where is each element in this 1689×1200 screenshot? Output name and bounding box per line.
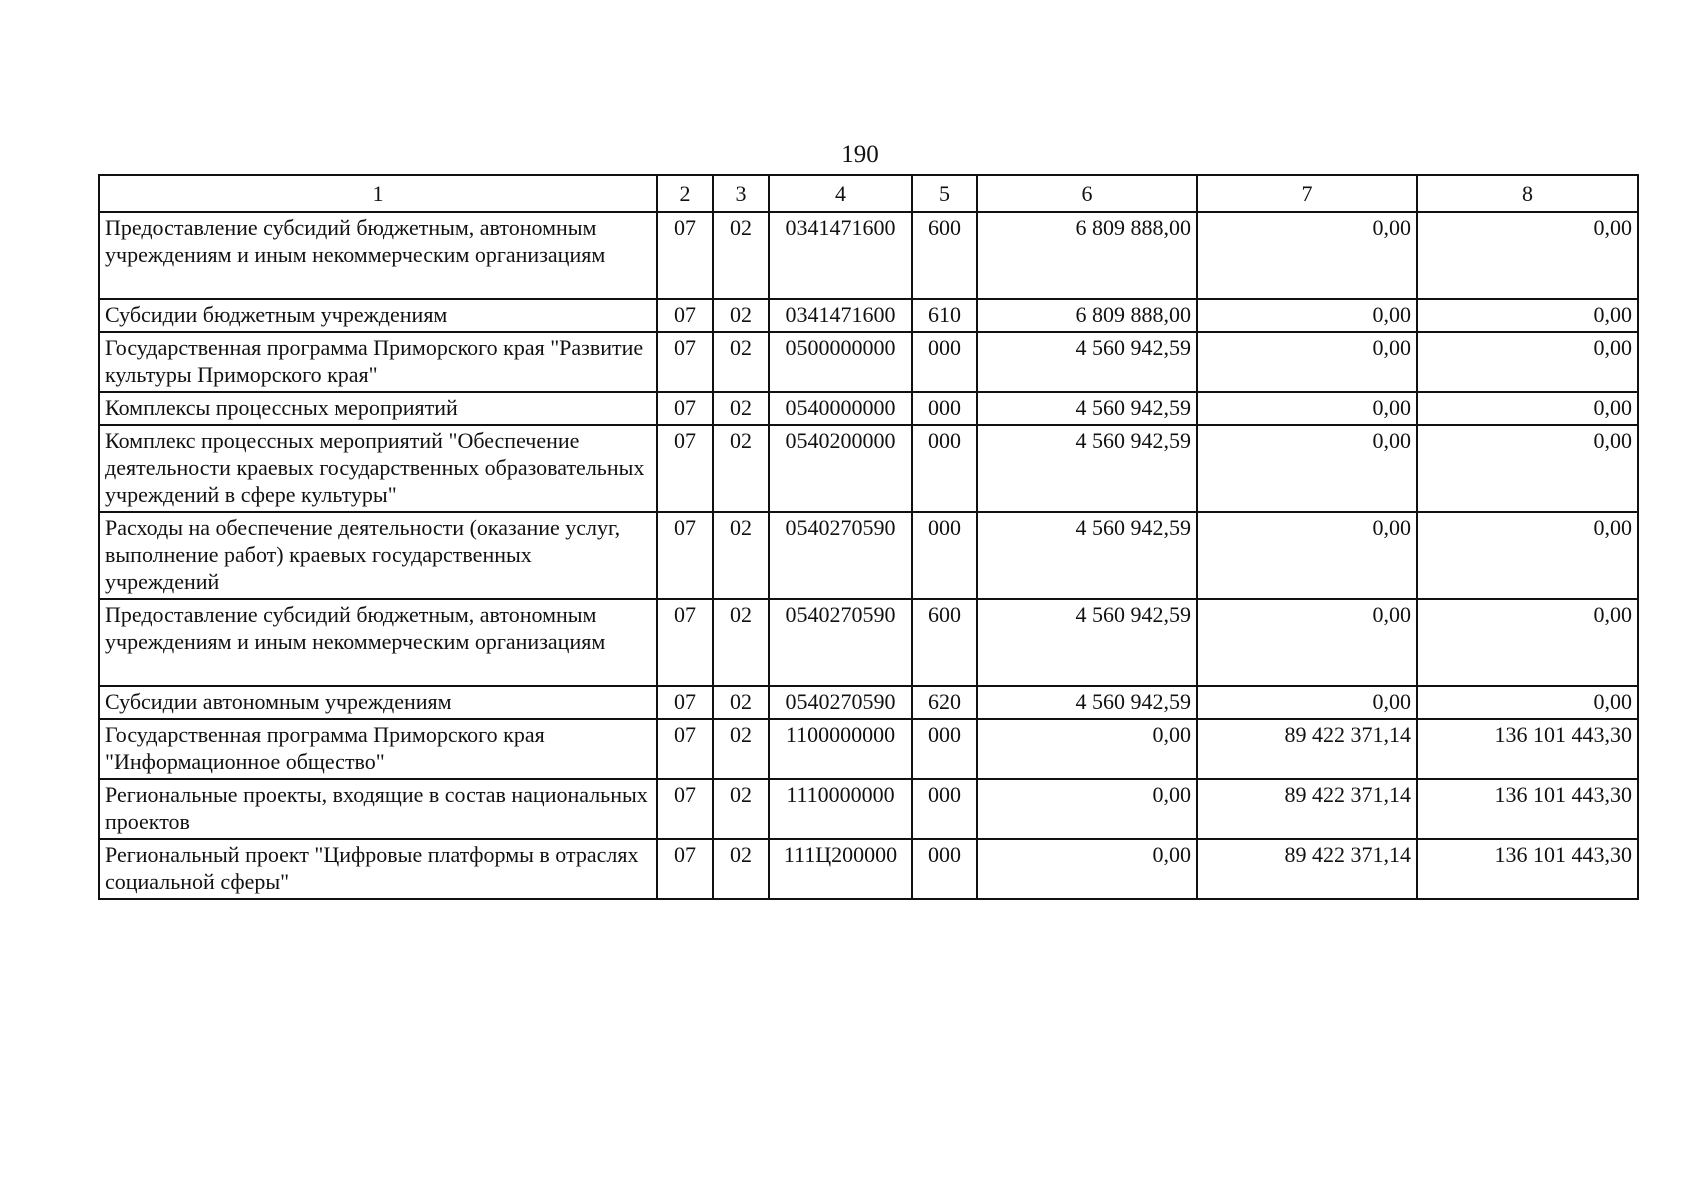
table-row — [99, 392, 1638, 425]
column-header: 8 — [1417, 175, 1638, 212]
table-row — [99, 299, 1638, 332]
cell-amount-8: 136 101 443,30 — [1417, 779, 1638, 839]
cell-amount-8: 0,00 — [1417, 599, 1638, 686]
cell-amount-8: 0,00 — [1417, 425, 1638, 512]
cell-subsection: 02 — [713, 299, 769, 332]
row-name: Комплекс процессных мероприятий "Обеспечение деятельности краевых государственных образовательных учреждений в сфере культуры" — [99, 425, 657, 512]
column-header: 6 — [977, 175, 1197, 212]
cell-section: 07 — [657, 599, 713, 686]
cell-target-code: 0540200000 — [769, 425, 912, 512]
cell-target-code: 0500000000 — [769, 332, 912, 392]
cell-section: 07 — [657, 425, 713, 512]
cell-amount-8: 136 101 443,30 — [1417, 839, 1638, 899]
cell-subsection: 02 — [713, 392, 769, 425]
cell-section: 07 — [657, 839, 713, 899]
cell-amount-8: 136 101 443,30 — [1417, 719, 1638, 779]
cell-amount-6: 4 560 942,59 — [977, 686, 1197, 719]
cell-section: 07 — [657, 512, 713, 599]
cell-amount-6: 4 560 942,59 — [977, 599, 1197, 686]
cell-expense-type: 620 — [912, 686, 977, 719]
budget-table — [98, 174, 1639, 900]
column-header: 4 — [769, 175, 912, 212]
cell-subsection: 02 — [713, 719, 769, 779]
cell-subsection: 02 — [713, 779, 769, 839]
cell-amount-6: 0,00 — [977, 839, 1197, 899]
cell-amount-7: 0,00 — [1197, 599, 1417, 686]
cell-target-code: 0341471600 — [769, 212, 912, 299]
cell-section: 07 — [657, 212, 713, 299]
row-name: Предоставление субсидий бюджетным, автономным учреждениям и иным некоммерческим организациям — [99, 212, 657, 299]
cell-expense-type: 000 — [912, 779, 977, 839]
cell-subsection: 02 — [713, 332, 769, 392]
cell-amount-7: 89 422 371,14 — [1197, 779, 1417, 839]
row-name: Субсидии бюджетным учреждениям — [99, 299, 657, 332]
page-number: 190 — [841, 141, 879, 168]
cell-subsection: 02 — [713, 599, 769, 686]
header-row — [99, 175, 1638, 212]
row-name: Региональные проекты, входящие в состав национальных проектов — [99, 779, 657, 839]
cell-subsection: 02 — [713, 425, 769, 512]
cell-section: 07 — [657, 392, 713, 425]
cell-amount-6: 0,00 — [977, 719, 1197, 779]
table-row — [99, 599, 1638, 686]
row-name: Государственная программа Приморского края "Информационное общество" — [99, 719, 657, 779]
cell-amount-8: 0,00 — [1417, 332, 1638, 392]
cell-target-code: 0341471600 — [769, 299, 912, 332]
cell-expense-type: 000 — [912, 839, 977, 899]
cell-amount-6: 4 560 942,59 — [977, 332, 1197, 392]
cell-amount-7: 0,00 — [1197, 392, 1417, 425]
cell-section: 07 — [657, 779, 713, 839]
cell-amount-6: 6 809 888,00 — [977, 212, 1197, 299]
cell-section: 07 — [657, 299, 713, 332]
table-row — [99, 512, 1638, 599]
cell-target-code: 111Ц200000 — [769, 839, 912, 899]
column-header: 3 — [713, 175, 769, 212]
cell-expense-type: 000 — [912, 512, 977, 599]
cell-subsection: 02 — [713, 839, 769, 899]
cell-section: 07 — [657, 719, 713, 779]
column-header: 2 — [657, 175, 713, 212]
column-header: 7 — [1197, 175, 1417, 212]
table-row — [99, 425, 1638, 512]
table-row — [99, 839, 1638, 899]
cell-amount-7: 0,00 — [1197, 686, 1417, 719]
cell-expense-type: 000 — [912, 332, 977, 392]
cell-amount-7: 89 422 371,14 — [1197, 719, 1417, 779]
cell-amount-8: 0,00 — [1417, 299, 1638, 332]
cell-amount-6: 4 560 942,59 — [977, 392, 1197, 425]
cell-amount-7: 0,00 — [1197, 299, 1417, 332]
cell-section: 07 — [657, 686, 713, 719]
row-name: Предоставление субсидий бюджетным, автономным учреждениям и иным некоммерческим организациям — [99, 599, 657, 686]
cell-amount-8: 0,00 — [1417, 212, 1638, 299]
row-name: Субсидии автономным учреждениям — [99, 686, 657, 719]
cell-amount-6: 6 809 888,00 — [977, 299, 1197, 332]
cell-amount-8: 0,00 — [1417, 686, 1638, 719]
row-name: Государственная программа Приморского края "Развитие культуры Приморского края" — [99, 332, 657, 392]
cell-target-code: 1110000000 — [769, 779, 912, 839]
cell-expense-type: 000 — [912, 719, 977, 779]
cell-section: 07 — [657, 332, 713, 392]
cell-target-code: 0540270590 — [769, 599, 912, 686]
cell-expense-type: 610 — [912, 299, 977, 332]
cell-expense-type: 600 — [912, 599, 977, 686]
cell-amount-8: 0,00 — [1417, 392, 1638, 425]
row-name: Комплексы процессных мероприятий — [99, 392, 657, 425]
table-row — [99, 779, 1638, 839]
row-name: Расходы на обеспечение деятельности (оказание услуг, выполнение работ) краевых государственных учреждений — [99, 512, 657, 599]
cell-subsection: 02 — [713, 512, 769, 599]
cell-amount-7: 0,00 — [1197, 425, 1417, 512]
cell-amount-7: 0,00 — [1197, 332, 1417, 392]
row-name: Региональный проект "Цифровые платформы в отраслях социальной сферы" — [99, 839, 657, 899]
cell-target-code: 0540270590 — [769, 686, 912, 719]
table-row — [99, 332, 1638, 392]
cell-amount-7: 0,00 — [1197, 212, 1417, 299]
cell-expense-type: 000 — [912, 392, 977, 425]
cell-expense-type: 600 — [912, 212, 977, 299]
cell-subsection: 02 — [713, 686, 769, 719]
column-header: 1 — [99, 175, 657, 212]
cell-amount-7: 89 422 371,14 — [1197, 839, 1417, 899]
cell-target-code: 1100000000 — [769, 719, 912, 779]
table-row — [99, 212, 1638, 299]
cell-amount-7: 0,00 — [1197, 512, 1417, 599]
cell-amount-6: 4 560 942,59 — [977, 425, 1197, 512]
cell-target-code: 0540000000 — [769, 392, 912, 425]
column-header: 5 — [912, 175, 977, 212]
cell-amount-6: 4 560 942,59 — [977, 512, 1197, 599]
cell-amount-6: 0,00 — [977, 779, 1197, 839]
table-row — [99, 719, 1638, 779]
table-row — [99, 686, 1638, 719]
cell-subsection: 02 — [713, 212, 769, 299]
cell-amount-8: 0,00 — [1417, 512, 1638, 599]
cell-expense-type: 000 — [912, 425, 977, 512]
cell-target-code: 0540270590 — [769, 512, 912, 599]
